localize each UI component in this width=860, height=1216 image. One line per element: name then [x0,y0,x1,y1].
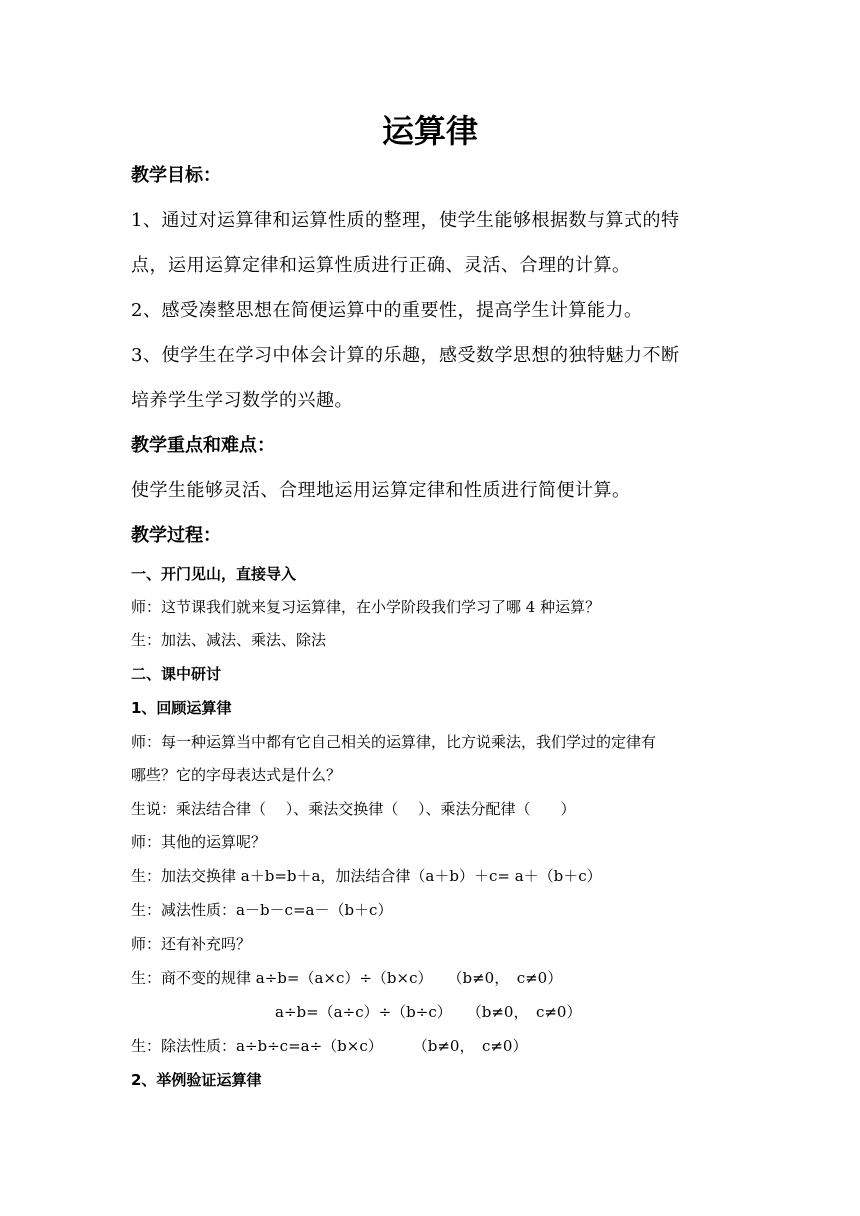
dialogue-line: 生：加法交换律 a＋b=b＋a，加法结合律（a＋b）＋c= a＋（b＋c） [131,867,602,885]
dialogue-line: 生：加法、减法、乘法、除法 [131,631,327,649]
dialogue-line: 生：商不变的规律 a÷b=（a×c）÷（b×c） （b≠0， c≠0） [131,969,563,987]
objective-1-line-1: 1、通过对运算律和运算性质的整理，使学生能够根据数与算式的特 [131,210,680,231]
dialogue-line: 哪些？它的字母表达式是什么？ [131,766,342,784]
dialogue-line: 生：除法性质：a÷b÷c=a÷（b×c） （b≠0， c≠0） [131,1037,528,1055]
subsection-2-heading: 2、举例验证运算律 [131,1071,262,1089]
subsection-1-heading: 1、回顾运算律 [131,699,232,717]
dialogue-line: a÷b=（a÷c）÷（b÷c） （b≠0， c≠0） [275,1003,582,1021]
objective-1-line-2: 点，运用运算定律和运算性质进行正确、灵活、合理的计算。 [131,255,631,276]
section-1-heading: 一、开门见山，直接导入 [131,565,297,583]
objective-3-line-1: 3、使学生在学习中体会计算的乐趣，感受数学思想的独特魅力不断 [131,345,680,366]
process-heading: 教学过程： [131,525,221,546]
dialogue-line: 师：其他的运算呢？ [131,833,267,851]
dialogue-line: 师：这节课我们就来复习运算律，在小学阶段我们学习了哪 4 种运算？ [131,598,601,616]
section-2-heading: 二、课中研讨 [131,665,222,683]
dialogue-line: 师：还有补充吗？ [131,935,252,953]
dialogue-line: 生说：乘法结合律（ ）、乘法交换律（ ）、乘法分配律（ ） [131,800,576,818]
key-points-heading: 教学重点和难点： [131,435,275,456]
page-title: 运算律 [381,112,478,150]
key-points-text: 使学生能够灵活、合理地运用运算定律和性质进行简便计算。 [131,480,631,501]
dialogue-line: 生：减法性质：a－b－c=a－（b＋c） [131,901,393,919]
objective-3-line-2: 培养学生学习数学的兴趣。 [131,390,353,411]
dialogue-line: 师：每一种运算当中都有它自己相关的运算律，比方说乘法，我们学过的定律有 [131,733,657,751]
objective-2: 2、感受凑整思想在简便运算中的重要性，提高学生计算能力。 [131,300,643,321]
objectives-heading: 教学目标： [131,165,221,186]
